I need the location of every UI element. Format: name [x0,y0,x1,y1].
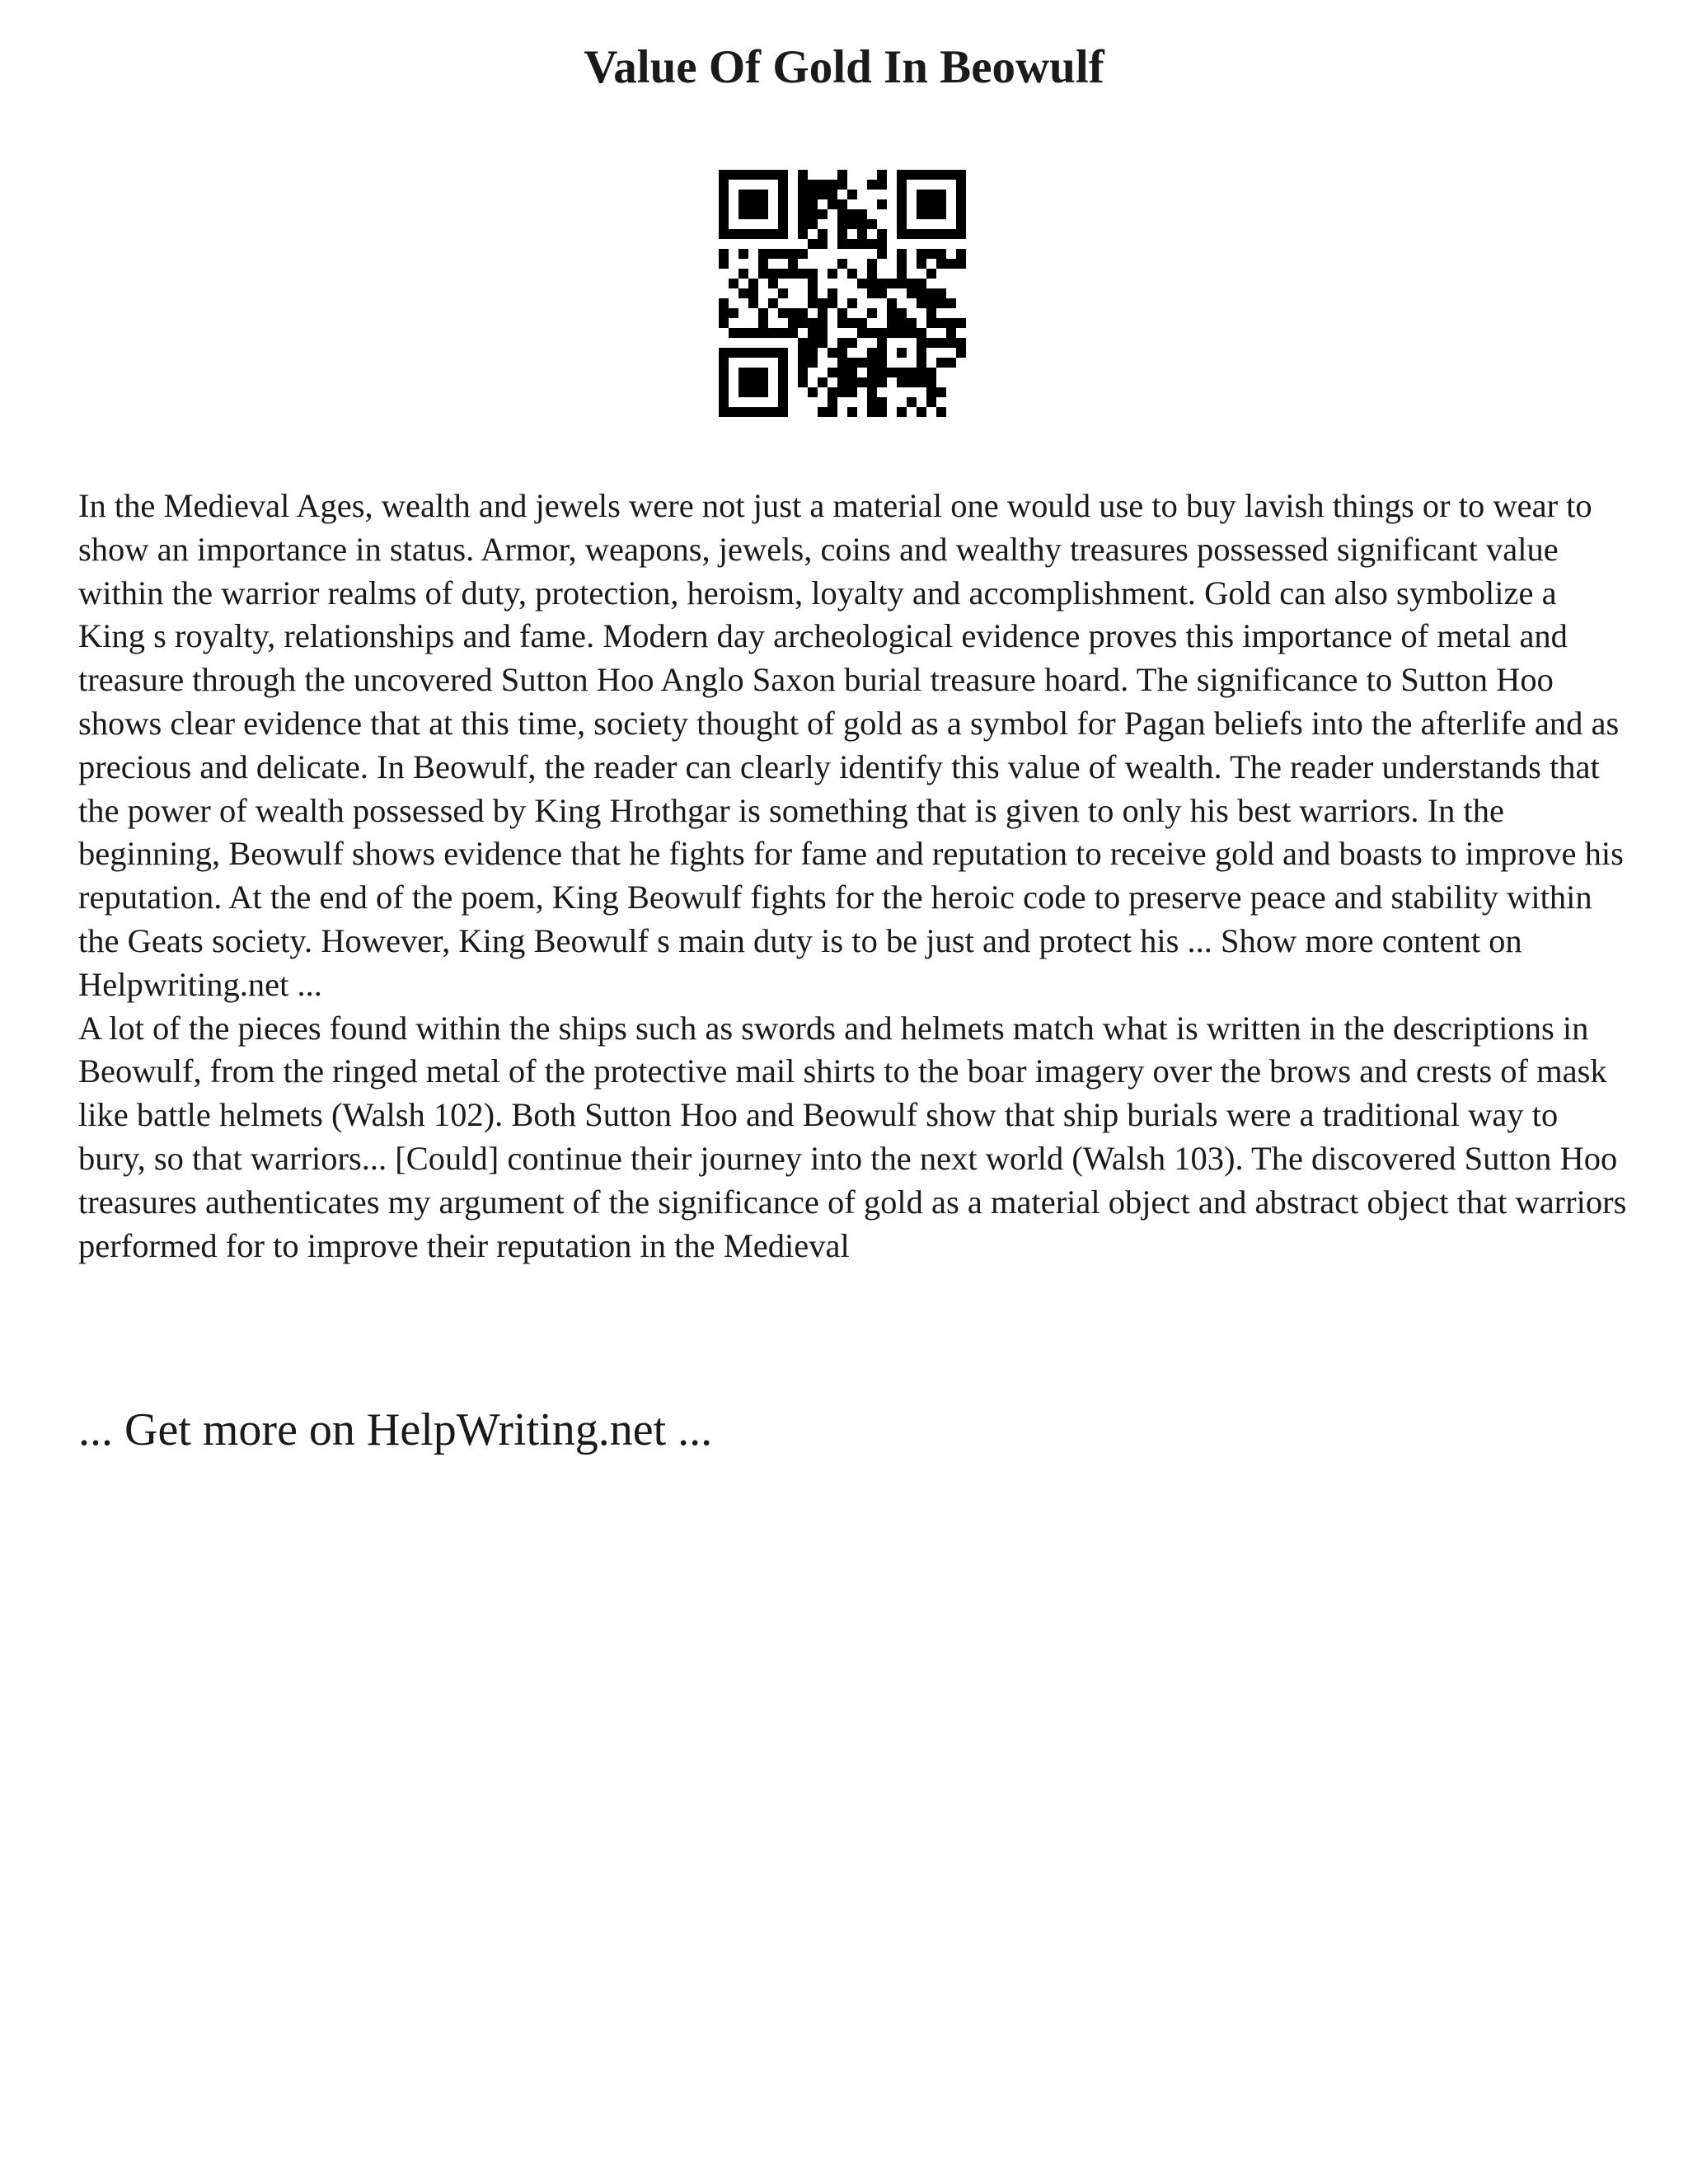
body-paragraph-2: A lot of the pieces found within the ships such as swords and helmets match what is written in the descriptions in Beowulf, from the ringed metal of the protective mail shirts to the boar imagery over the brows and crests of mask like battle helmets (Walsh 102). Both Sutton Hoo and Beowulf show that ship burials were a traditional way to bury, so that warriors... [Could] continue their journey into the next world (Walsh 103). The discovered Sutton Hoo treasures authenticates my argument of the significance of gold as a material object and abstract object that warriors performed for to improve their reputation in the Medieval [78,1009,1627,1264]
get-more-link[interactable]: ... Get more on HelpWriting.net ... [78,1404,713,1455]
document-title: Value Of Gold In Beowulf [584,41,1104,93]
body-paragraph-1: In the Medieval Ages, wealth and jewels were not just a material one would use to buy lavish things or to wear to show an importance in status. Armor, weapons, jewels, coins and wealthy treasures possessed significant value within the warrior realms of duty, protection, heroism, loyalty and accomplishment. Gold can also symbolize a King s royalty, relationships and fame. Modern day archeological evidence proves this importance of metal and treasure through the uncovered Sutton Hoo Anglo Saxon burial treasure hoard. The significance to Sutton Hoo shows clear evidence that at this time, society thought of gold as a symbol for Pagan beliefs into the afterlife and as precious and delicate. In Beowulf, the reader can clearly identify this value of wealth. The reader understands that the power of wealth possessed by King Hrothgar is something that is given to only his best warriors. In the beginning, Beowulf shows evidence that he fights for fame and reputation to receive gold and boasts to improve his reputation. At the end of the poem, King Beowulf fights for the heroic code to preserve peace and stability within the Geats society. However, King Beowulf s main duty is to be just and protect his ... Show more content on Helpwriting.net ... [78,487,1624,1003]
document-body [78,485,1628,1268]
qr-code-icon [719,170,966,417]
